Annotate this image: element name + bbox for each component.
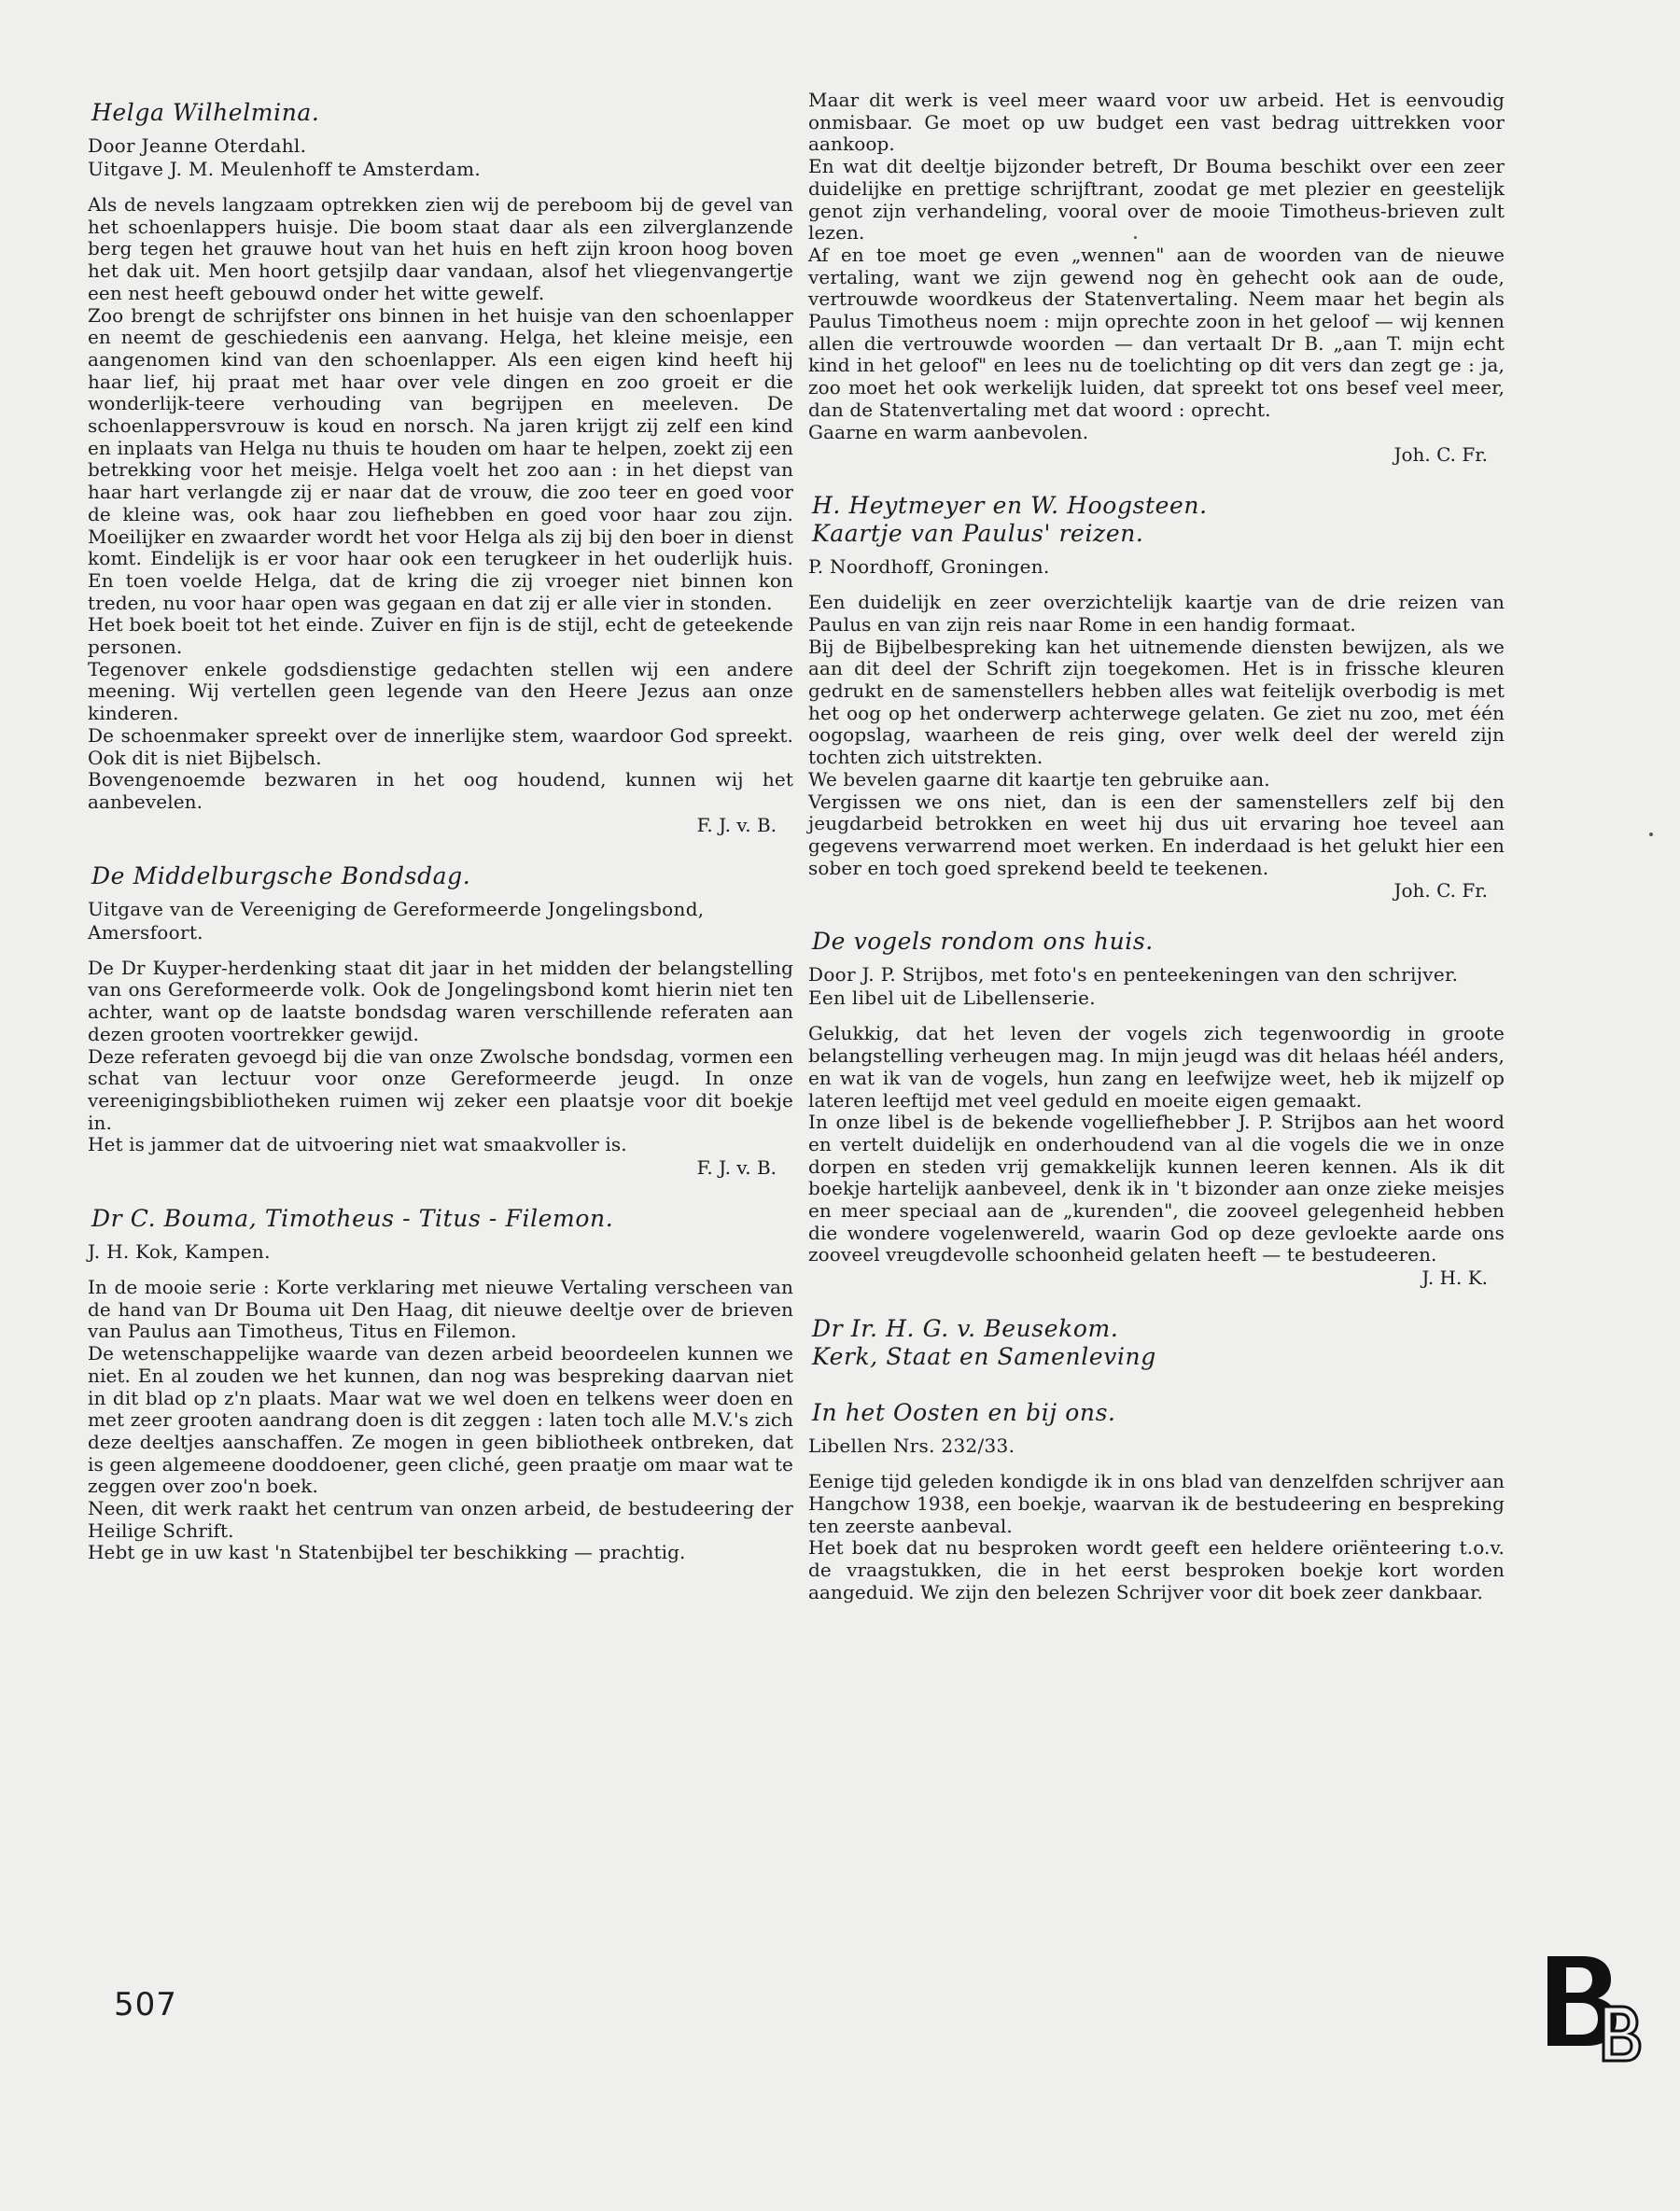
print-speck — [1134, 236, 1137, 239]
publisher-monogram-logo — [1542, 1949, 1643, 2064]
review-publication-info: Uitgave van de Vereeniging de Gereformeerde Jongelingsbond, Amersfoort. — [88, 897, 705, 944]
review-title: De Middelburgsche Bondsdag. — [91, 861, 471, 889]
reviewer-signature: F. J. v. B. — [696, 1156, 777, 1180]
review-title: Dr C. Bouma, Timotheus - Titus - Filemon. — [91, 1205, 614, 1233]
review-paragraph: De Dr Kuyper-herdenking staat dit jaar in het midden der belangstelling van ons Gereformeerde volk. Ook de Jongelingsbond komt hierin niet ten achter, want op de laatste bondsdag waren verschillende referaten aan dezen grooten voortrekker gewijd. — [88, 956, 793, 1045]
review-publication-info: J. H. Kok, Kampen. — [88, 1240, 271, 1264]
reviewer-signature: Joh. C. Fr. — [1393, 443, 1488, 467]
review-paragraph: Eenige tijd geleden kondigde ik in ons blad van denzelfden schrijver aan Hangchow 1938, een boekje, waarvan ik de bestudeering en bespreking ten zeerste aanbeval. — [808, 1470, 1505, 1537]
review-paragraph: We bevelen gaarne dit kaartje ten gebruike aan. — [808, 767, 1270, 791]
review-paragraph: De wetenschappelijke waarde van dezen arbeid beoordeelen kunnen we niet. En al zouden we het kunnen, dan nog was bespreking daarvan niet in dit blad op z'n plaats. Maar wat we wel doen en telkens weer doen en met zeer grooten aandrang doen is dit zeggen : laten toch alle M.V.'s zich deze deeltjes aanschaffen. Ze mogen in geen bibliotheek ontbreken, dat is geen algemeene dooddoener, geen cliché, geen praatje om maar wat te zeggen over zoo'n boek. — [88, 1342, 793, 1498]
review-paragraph: De schoenmaker spreekt over de innerlijke stem, waardoor God spreekt. Ook dit is niet Bijbelsch. — [88, 723, 793, 769]
review-block — [88, 99, 793, 836]
review-paragraph: En wat dit deeltje bijzonder betreft, Dr Bouma beschikt over een zeer duidelijke en prettige schrijftrant, zoodat ge met plezier en geestelijk genot zijn verhandeling, vooral over de mooie Timotheus-brieven zult lezen. — [808, 155, 1505, 245]
review-paragraph: Het is jammer dat de uitvoering niet wat smaakvoller is. — [88, 1133, 627, 1156]
review-paragraph: Vergissen we ons niet, dan is een der samenstellers zelf bij den jeugdarbeid betrokken en weet hij dus uit ervaring hoe teveel aan gegevens verwarrend moet werken. En inderdaad is het gelukt hier een sober en toch goed sprekend beeld te teekenen. — [808, 790, 1505, 879]
left-column — [88, 99, 793, 1590]
review-publication-info: Libellen Nrs. 232/33. — [808, 1434, 1015, 1458]
review-paragraph: Gelukkig, dat het leven der vogels zich tegenwoordig in groote belangstelling verheugen mag. In mijn jeugd was dit helaas héél anders, en wat ik van de vogels, hun zang en leefwijze weet, heb ik mijzelf op lateren leeftijd met veel geduld en moeite eigen gemaakt. — [808, 1022, 1505, 1112]
review-paragraph: Af en toe moet ge even „wennen" aan de woorden van de nieuwe vertaling, want we zijn gewend nog èn gehecht ook aan de oude, vertrouwde woordkeus der Statenvertaling. Neem maar het begin als Paulus Timotheus noem : mijn oprechte zoon in het geloof — wij kennen allen die vertrouwde woorden — dan vertaalt Dr B. „aan T. mijn echt kind in het geloof" en lees nu de toelichting op dit vers dan zegt ge : ja, zoo moet het ook werkelijk luiden, dat spreekt tot ons besef veel meer, dan de Statenvertaling met dat woord : oprecht. — [808, 243, 1505, 421]
print-speck — [1649, 833, 1653, 836]
review-block — [88, 862, 793, 1179]
right-column — [808, 90, 1505, 1630]
review-paragraph: In onze libel is de bekende vogelliefhebber J. P. Strijbos aan het woord en vertelt duidelijk en onderhoudend van al die vogels die we in onze dorpen en steden vrij gemakkelijk kunnen leeren kennen. Als ik dit boekje hartelijk aanbeveel, denk ik in 't bizonder aan onze zieke meisjes en meer speciaal aan de „kurenden", die zooveel gelegenheid hebben die wondere vogelenwereld, waarin God op deze gevloekte aarde ons zooveel vreugdevolle schoonheid gelaten heeft — te bestudeeren. — [808, 1111, 1505, 1266]
review-title: Helga Wilhelmina. — [91, 99, 320, 126]
review-paragraph: Hebt ge in uw kast 'n Statenbijbel ter beschikking — prachtig. — [88, 1541, 686, 1564]
review-paragraph: In de mooie serie : Korte verklaring met nieuwe Vertaling verscheen van de hand van Dr Bouma uit Den Haag, dit nieuwe deeltje over de brieven van Paulus aan Timotheus, Titus en Filemon. — [88, 1276, 793, 1343]
review-publication-info: Door J. P. Strijbos, met foto's en penteekeningen van den schrijver. Een libel uit de Libellenserie. — [808, 963, 1459, 1010]
review-title: De vogels rondom ons huis. — [812, 928, 1154, 956]
reviewer-signature: F. J. v. B. — [696, 813, 777, 836]
review-paragraph: Bij de Bijbelbespreking kan het uitnemende diensten bewijzen, als we aan dit deel der Schrift zijn toegekomen. Het is in frissche kleuren gedrukt en de samenstellers hebben alles wat feitelijk overbodig is met het oog op het onderwerp achterwege gelaten. Ge ziet nu zoo, met één oogopslag, waarheen de reis ging, over welk deel der wereld zijn tochten zich uitstrekten. — [808, 635, 1505, 769]
review-paragraph: Zoo brengt de schrijfster ons binnen in het huisje van den schoenlapper en neemt de geschiedenis een aanvang. Helga, het kleine meisje, een aangenomen kind van den schoenlapper. Als een eigen kind heeft hij haar lief, hij praat met haar over vele dingen en zoo groeit er die wonderlijk-teere verhouding van begrijpen en meeleven. De schoenlappersvrouw is koud en norsch. Na jaren krijgt zij zelf een kind en inplaats van Helga nu thuis te houden om haar te helpen, zoekt zij een betrekking voor het meisje. Helga voelt het zoo aan : in het diepst van haar hart verlangde zij er naar dat de vrouw, die zoo teer en goed voor de kleine was, ook haar zou liefhebben en goed voor haar zou zijn. Moeilijker en zwaarder wordt het voor Helga als zij bij den boer in dienst komt. Eindelijk is er voor haar ook een terugkeer in het ouderlijk huis. En toen voelde Helga, dat de kring die zij vroeger niet binnen kon treden, nu voor haar open was gegaan en dat zij er alle vier in stonden. — [88, 303, 793, 614]
review-paragraph: Het boek boeit tot het einde. Zuiver en fijn is de stijl, echt de geteekende personen. — [88, 613, 793, 659]
review-block — [808, 90, 1505, 466]
review-paragraph: Deze referaten gevoegd bij die van onze Zwolsche bondsdag, vormen een schat van lectuur voor onze Gereformeerde jeugd. In onze vereenigingsbibliotheken ruimen wij zeker een plaatsje voor dit boekje in. — [88, 1044, 793, 1134]
reviewer-signature: Joh. C. Fr. — [1393, 879, 1488, 903]
review-paragraph: Gaarne en warm aanbevolen. — [808, 420, 1089, 443]
review-publication-info: Door Jeanne Oterdahl. Uitgave J. M. Meulenhoff te Amsterdam. — [88, 134, 482, 180]
review-block — [88, 1205, 793, 1564]
review-paragraph: Maar dit werk is veel meer waard voor uw arbeid. Het is eenvoudig onmisbaar. Ge moet op uw budget een vast bedrag uittrekken voor aankoop. — [808, 89, 1505, 156]
review-publication-info: P. Noordhoff, Groningen. — [808, 555, 1050, 579]
review-title: H. Heytmeyer en W. Hoogsteen. Kaartje van Paulus' reizen. — [812, 492, 1208, 548]
review-block — [808, 928, 1505, 1289]
review-block — [808, 1315, 1505, 1603]
review-block — [808, 492, 1505, 902]
review-paragraph: Het boek dat nu besproken wordt geeft een heldere oriënteering t.o.v. de vraagstukken, die in het eerst besproken boekje kort worden aangeduid. We zijn den belezen Schrijver voor dit boek zeer dankbaar. — [808, 1536, 1505, 1603]
review-title: Dr Ir. H. G. v. Beusekom. Kerk, Staat en Samenleving In het Oosten en bij ons. — [812, 1315, 1156, 1427]
review-paragraph: Een duidelijk en zeer overzichtelijk kaartje van de drie reizen van Paulus en van zijn reis naar Rome in een handig formaat. — [808, 591, 1505, 636]
review-paragraph: Neen, dit werk raakt het centrum van onzen arbeid, de bestudeering der Heilige Schrift. — [88, 1497, 793, 1542]
review-paragraph: Bovengenoemde bezwaren in het oog houdend, kunnen wij het aanbevelen. — [88, 768, 793, 813]
page-number: 507 — [114, 1986, 177, 2023]
review-paragraph: Als de nevels langzaam optrekken zien wij de pereboom bij de gevel van het schoenlappers huisje. Die boom staat daar als een zilverglanzende berg tegen het grauwe hout van het huis en heft zijn kroon hoog boven het dak uit. Men hoort getsjilp daar vandaan, alsof het vliegenvangertje een nest heeft gebouwd onder het witte gewelf. — [88, 193, 793, 304]
review-paragraph: Tegenover enkele godsdienstige gedachten stellen wij een andere meening. Wij vertellen geen legende van den Heere Jezus aan onze kinderen. — [88, 657, 793, 725]
reviewer-signature: J. H. K. — [1421, 1266, 1488, 1290]
